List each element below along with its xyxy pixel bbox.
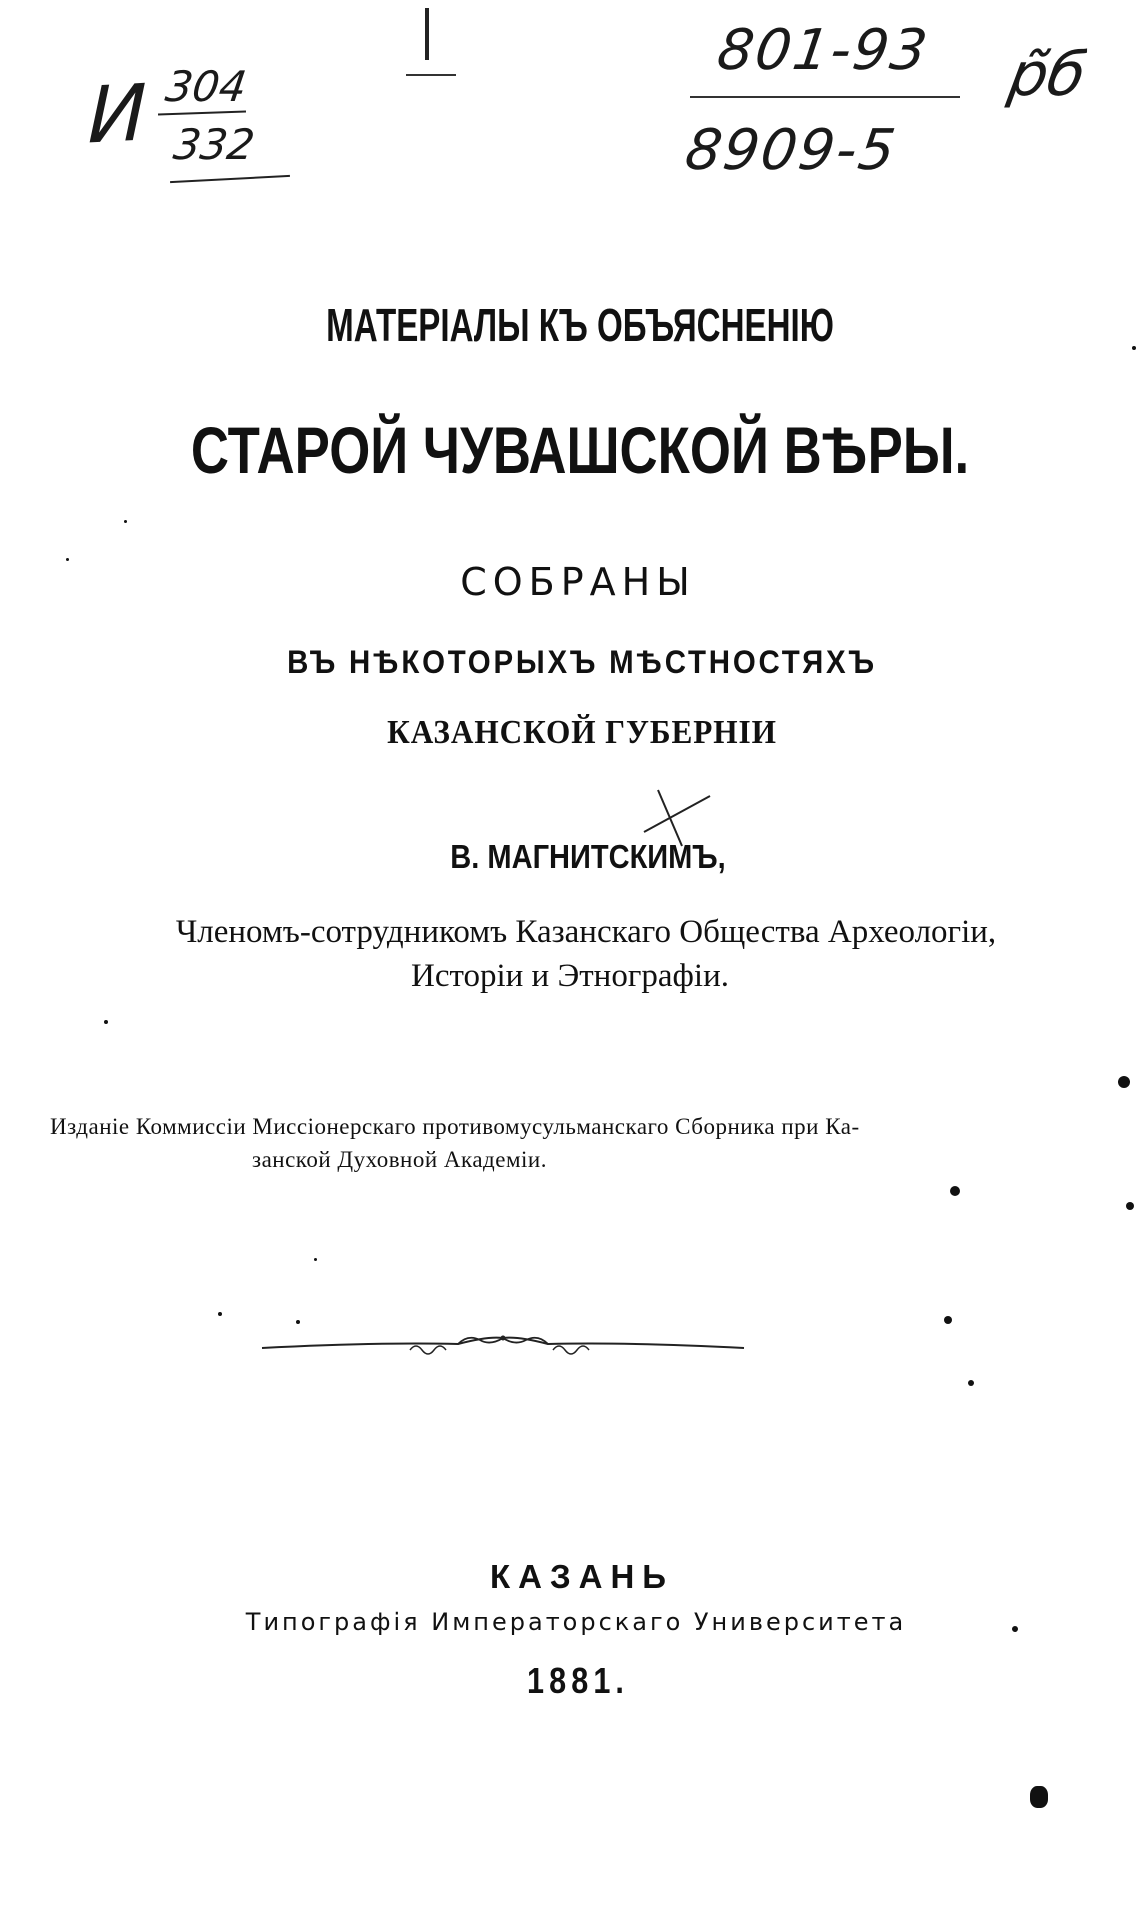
top-pencil-mark (425, 8, 429, 60)
scan-speck (1118, 1076, 1130, 1088)
inventory-divider (690, 96, 960, 98)
scan-speck (104, 1020, 108, 1024)
scan-speck (1012, 1626, 1018, 1632)
scan-speck (296, 1320, 300, 1324)
collected-heading: СОБРАНЫ (460, 560, 696, 604)
inventory-letter-mark: р̃б (1003, 40, 1092, 110)
top-pencil-mark-base (406, 74, 456, 76)
scan-speck (1132, 346, 1136, 350)
shelf-mark-letter: И (87, 68, 148, 162)
shelf-mark-top-number: 304 (162, 62, 250, 111)
scan-speck (950, 1186, 960, 1196)
inventory-number-bottom: 8909-5 (681, 118, 901, 183)
ornament-rule (258, 1318, 748, 1358)
imprint-year: 1881. (526, 1660, 630, 1701)
inventory-number-top: 801-93 (713, 18, 933, 83)
author-role-line-2: Исторіи и Этнографіи. (411, 958, 729, 994)
scan-speck (314, 1258, 317, 1261)
edition-note-line-2: занской Духовной Академіи. (252, 1147, 547, 1172)
author-role-line-1: Членомъ-сотрудникомъ Казанскаго Общества Археологіи, (175, 914, 997, 950)
collected-places: ВЪ НѢКОТОРЫХЪ МѢСТНОСТЯХЪ (287, 644, 877, 680)
edition-note-line-1: Изданіе Коммиссіи Миссіонерскаго противомусульманскаго Сборника при Ка- (50, 1114, 860, 1139)
scan-speck (1030, 1786, 1048, 1808)
scan-speck (66, 558, 69, 561)
title-line-1: МАТЕРІАЛЫ КЪ ОБЪЯСНЕНІЮ (326, 299, 834, 351)
title-line-2: СТАРОЙ ЧУВАШСКОЙ ВѢРЫ. (190, 413, 970, 487)
shelf-mark-underline (170, 175, 290, 183)
collected-province: КАЗАНСКОЙ ГУБЕРНІИ (387, 714, 777, 751)
imprint-printer: Типографія Императорскаго Университета (245, 1608, 907, 1636)
author-name: В. МАГНИТСКИМЪ, (450, 838, 726, 875)
scan-speck (944, 1316, 952, 1324)
scan-speck (1126, 1202, 1134, 1210)
shelf-mark-divider (158, 110, 246, 115)
scan-speck (968, 1380, 974, 1386)
shelf-mark-bottom-number: 332 (170, 120, 258, 169)
scan-speck (218, 1312, 222, 1316)
imprint-city: КАЗАНЬ (489, 1558, 675, 1595)
scan-speck (124, 520, 127, 523)
